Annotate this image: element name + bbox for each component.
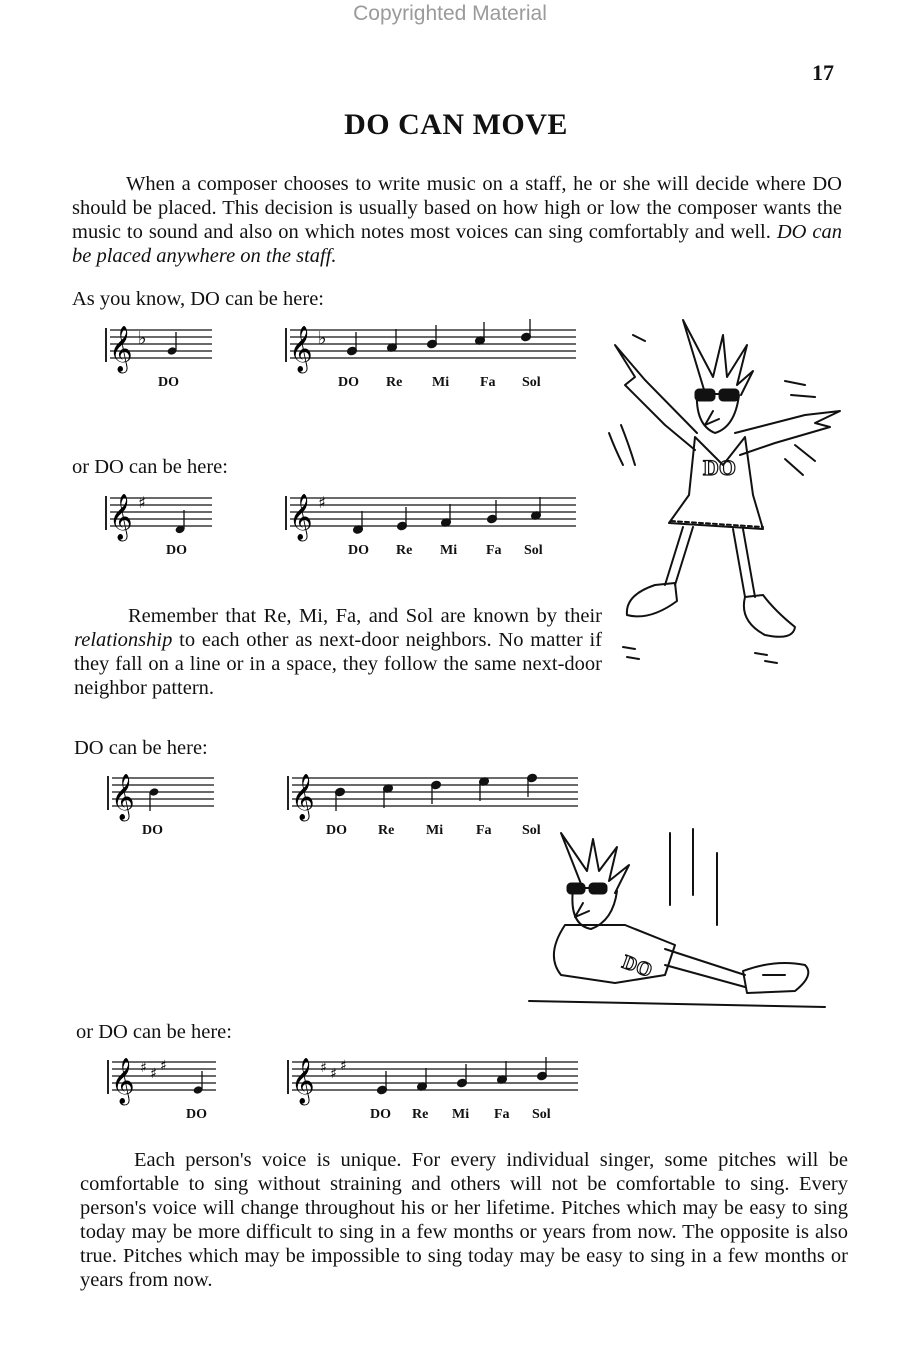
svg-text:Fa: Fa	[476, 823, 492, 838]
svg-text:Fa: Fa	[480, 375, 496, 390]
svg-text:Sol: Sol	[532, 1107, 551, 1122]
cartoon-bird-reclining	[525, 825, 830, 1015]
svg-text:♯: ♯	[340, 1058, 347, 1074]
svg-text:DO: DO	[370, 1107, 391, 1122]
svg-text:♭: ♭	[318, 328, 327, 349]
svg-text:Mi: Mi	[426, 823, 444, 838]
closing-paragraph: Each person's voice is unique. For every individual singer, some pitches will be comfortable to sing without straining and others will not be comfortable to sing. Every person's voice will change throughout his or her lifetime. Pitches which may be easy to sing today may be more difficult to sing in a few months or years from now. The opposite is also true. Pitches which may be impossible to sing today may be easy to sing in a few months or years from now.	[80, 1149, 848, 1291]
svg-text:Re: Re	[378, 823, 395, 838]
svg-text:Mi: Mi	[440, 543, 458, 558]
svg-text:DO: DO	[142, 823, 163, 838]
svg-text:Fa: Fa	[494, 1107, 510, 1122]
shirt-label: DO	[703, 455, 736, 480]
scale-staff	[286, 319, 576, 390]
svg-text:Re: Re	[412, 1107, 429, 1122]
copyright-notice: Copyrighted Material	[353, 2, 547, 25]
svg-text:𝄞: 𝄞	[291, 774, 315, 820]
svg-text:♯: ♯	[330, 1066, 337, 1082]
svg-text:Mi: Mi	[432, 375, 450, 390]
do-syllable: DO	[158, 375, 179, 390]
example-3-staff	[102, 766, 582, 844]
short-staff	[106, 326, 212, 390]
svg-text:𝄞: 𝄞	[109, 326, 133, 372]
intro-paragraph	[72, 172, 842, 268]
svg-text:DO: DO	[186, 1107, 207, 1122]
svg-text:Re: Re	[386, 375, 403, 390]
svg-text:♯: ♯	[150, 1066, 157, 1082]
example-4-label: or DO can be here:	[76, 1021, 232, 1043]
svg-text:DO: DO	[326, 823, 347, 838]
svg-text:Sol: Sol	[524, 543, 543, 558]
example-2-label: or DO can be here:	[72, 456, 228, 478]
svg-text:𝄞: 𝄞	[291, 1058, 315, 1104]
shirt-label-2: DO	[619, 951, 656, 982]
remember-paragraph: Remember that Re, Mi, Fa, and Sol are known by their relationship to each other as next-door neighbors. No matter if they fall on a line or in a space, they follow the same next-door neighbor pattern.	[74, 605, 602, 699]
svg-text:𝄞: 𝄞	[111, 774, 135, 820]
svg-text:Re: Re	[396, 543, 413, 558]
svg-text:Fa: Fa	[486, 543, 502, 558]
cartoon-bird-dancing	[605, 315, 850, 675]
example-3-label: DO can be here:	[74, 737, 208, 759]
example-1-label: As you know, DO can be here:	[72, 288, 325, 310]
page-number: 17	[812, 60, 834, 85]
svg-text:DO: DO	[166, 543, 187, 558]
intro-emphasis: DO can be placed anywhere on the staff.	[72, 221, 843, 267]
svg-text:♭: ♭	[138, 328, 147, 349]
svg-text:♯: ♯	[140, 1060, 147, 1076]
example-4-staff	[102, 1050, 582, 1128]
page-title: DO CAN MOVE	[344, 108, 568, 141]
svg-text:𝄞: 𝄞	[289, 494, 313, 540]
svg-text:♯: ♯	[138, 493, 146, 512]
svg-text:♯: ♯	[320, 1060, 327, 1076]
intro-text: When a composer chooses to write music on a staff, he or she will decide where DO should be placed. This decision is usually based on how high or low the composer wants the music to sound and also on which notes most voices can sing comfortably and well.	[72, 173, 842, 243]
svg-text:♯: ♯	[160, 1058, 167, 1074]
svg-text:Sol: Sol	[522, 375, 541, 390]
svg-text:♯: ♯	[318, 493, 326, 512]
svg-text:Mi: Mi	[452, 1107, 470, 1122]
example-1-staff	[100, 318, 580, 398]
svg-text:DO: DO	[338, 375, 359, 390]
svg-text:𝄞: 𝄞	[111, 1058, 135, 1104]
svg-text:𝄞: 𝄞	[109, 494, 133, 540]
svg-text:𝄞: 𝄞	[289, 326, 313, 372]
example-2-staff	[100, 486, 580, 562]
svg-text:DO: DO	[348, 543, 369, 558]
svg-text:Sol: Sol	[522, 823, 541, 838]
